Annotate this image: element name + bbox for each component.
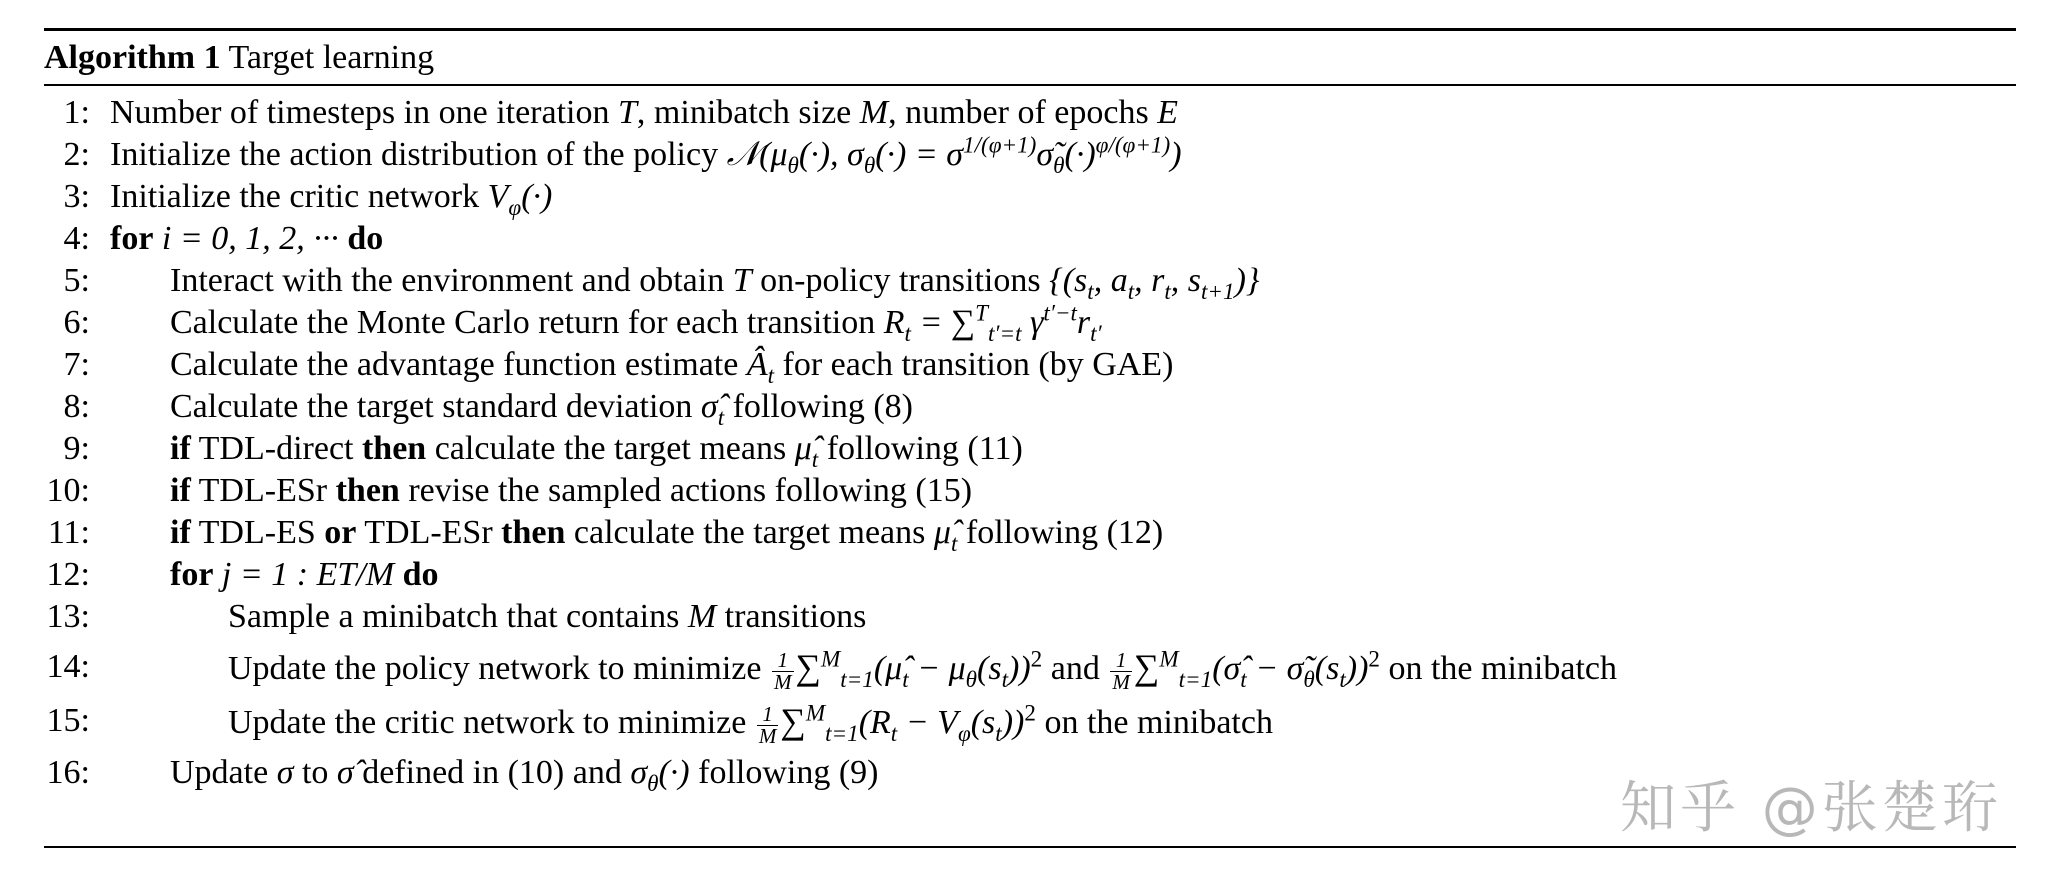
line-number: 1:: [63, 94, 90, 131]
line-number: 3:: [63, 178, 90, 215]
line-number: 11:: [47, 514, 90, 551]
line-text: Calculate the Monte Carlo return for each transition $R_t = \sum^T_{t'=t}$ $\gamma^{t'-t}r_{t'}$: [170, 300, 1102, 347]
fraction: $\frac{1}{M}$: [773, 647, 792, 694]
watermark: 知乎 @张楚珩: [1620, 776, 2002, 841]
line-text: Update the critic network to minimize $\frac{1}{M}$ $\sum^M_{t=1}(R_t - V_\varphi(s_t))^2$ on the minibatch: [228, 700, 1273, 748]
line-number: 6:: [63, 304, 90, 341]
algorithm-number: Algorithm 1: [44, 39, 221, 76]
line-number: 7:: [63, 346, 90, 383]
line-text: Interact with the environment and obtain T on-policy transitions {($s_t$, $a_t$, $r_t$, $s_{t+1}$)}: [170, 262, 1260, 305]
line-number: 16:: [46, 754, 90, 791]
line-number: 14:: [46, 648, 90, 685]
line-number: 2:: [63, 136, 90, 173]
algorithm-header: [44, 36, 434, 80]
line-text: for i = 0, 1, 2, ··· do: [110, 220, 384, 257]
line-number: 12:: [46, 556, 90, 593]
line-text: if TDL-ES or TDL-ESr then calculate the target means $\mû_t$ following (12): [170, 514, 1164, 557]
line-text: Initialize the critic network $V_\varphi(\cdot)$: [110, 178, 553, 221]
line-text: Update σ to σ̂ defined in (10) and $\sigma_\theta(\cdot)$ following (9): [170, 754, 879, 797]
header-rule: [44, 84, 2016, 86]
fraction: $\frac{1}{M}$: [758, 701, 777, 748]
line-number: 4:: [63, 220, 90, 257]
line-text: Sample a minibatch that contains M transitions: [228, 598, 867, 635]
fraction: $\frac{1}{M}$: [1112, 647, 1130, 694]
line-number: 9:: [63, 430, 90, 467]
line-number: 5:: [63, 262, 90, 299]
line-text: if TDL-ESr then revise the sampled actions following (15): [170, 472, 973, 509]
line-text: Calculate the target standard deviation $\sigmâ_t$ following (8): [170, 388, 913, 431]
line-number: 13:: [46, 598, 90, 635]
line-text: Calculate the advantage function estimate $Â_t$ for each transition (by GAE): [170, 346, 1174, 389]
top-rule: [44, 28, 2016, 31]
line-number: 15:: [46, 702, 90, 739]
line-text: Update the policy network to minimize $\frac{1}{M}$ $\sum^M_{t=1}(\mû_t - \mu_\theta(s_t))^2$ and $\frac{1}{M}$ $\sum^M_{t=1}(\sigmâ_t$ − $\sigmã_\theta(s_t))^2$ on the minibatch: [228, 646, 1617, 694]
line-number: 10:: [46, 472, 90, 509]
bottom-rule: [44, 846, 2016, 848]
line-text: Number of timesteps in one iteration T, minibatch size M, number of epochs E: [110, 94, 1178, 131]
line-text: if TDL-direct then calculate the target means $\mû_t$ following (11): [170, 430, 1023, 473]
algorithm-title: Target learning: [228, 39, 435, 76]
line-text: Initialize the action distribution of the policy $𝒩(\mu_\theta(\cdot)$, $\sigma_\theta(\cdot)$ = $\sigma^{1/(\varphi+1)}\sigmã_\theta(\cdot)^{\varphi/(\varphi+1)}$): [110, 132, 1182, 179]
line-text: for j = 1 : ET/M do: [170, 556, 439, 593]
line-number: 8:: [63, 388, 90, 425]
